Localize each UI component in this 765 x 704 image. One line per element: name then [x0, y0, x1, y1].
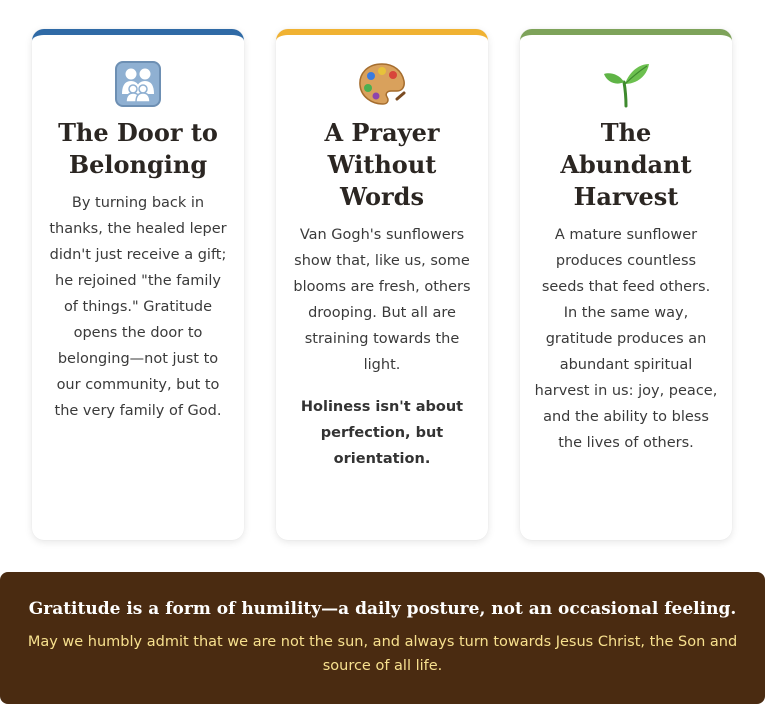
card-body: By turning back in thanks, the healed leper didn't just receive a gift; he rejoined "the family of things." Gratitude opens the door to belonging—not just to our community, but to the very family of God.	[49, 195, 227, 419]
card-title: A Prayer Without Words	[324, 118, 440, 211]
card-door-to-belonging	[32, 29, 244, 540]
banner-subline: May we humbly admit that we are not the sun, and always turn towards Jesus Christ, the Son and source of all life.	[27, 634, 738, 674]
artist-palette-icon	[290, 59, 474, 109]
card-body: A mature sunflower produces countless seeds that feed others. In the same way, gratitude produces an abundant spiritual harvest in us: joy, peace, and the ability to bless the lives of others.	[534, 227, 718, 451]
banner-headline: Gratitude is a form of humility—a daily posture, not an occasional feeling.	[28, 599, 737, 619]
card-row	[32, 29, 734, 540]
family-icon	[46, 59, 230, 109]
closing-banner	[0, 572, 765, 704]
card-emphasis: Holiness isn't about perfection, but orientation.	[300, 399, 464, 467]
card-title: The Door to Belonging	[58, 118, 218, 179]
card-body: Van Gogh's sunflowers show that, like us, some blooms are fresh, others drooping. But all are straining towards the light.	[293, 227, 471, 373]
card-title: The Abundant Harvest	[560, 118, 692, 211]
card-abundant-harvest	[520, 29, 732, 540]
seedling-icon	[534, 59, 718, 109]
card-prayer-without-words	[276, 29, 488, 540]
